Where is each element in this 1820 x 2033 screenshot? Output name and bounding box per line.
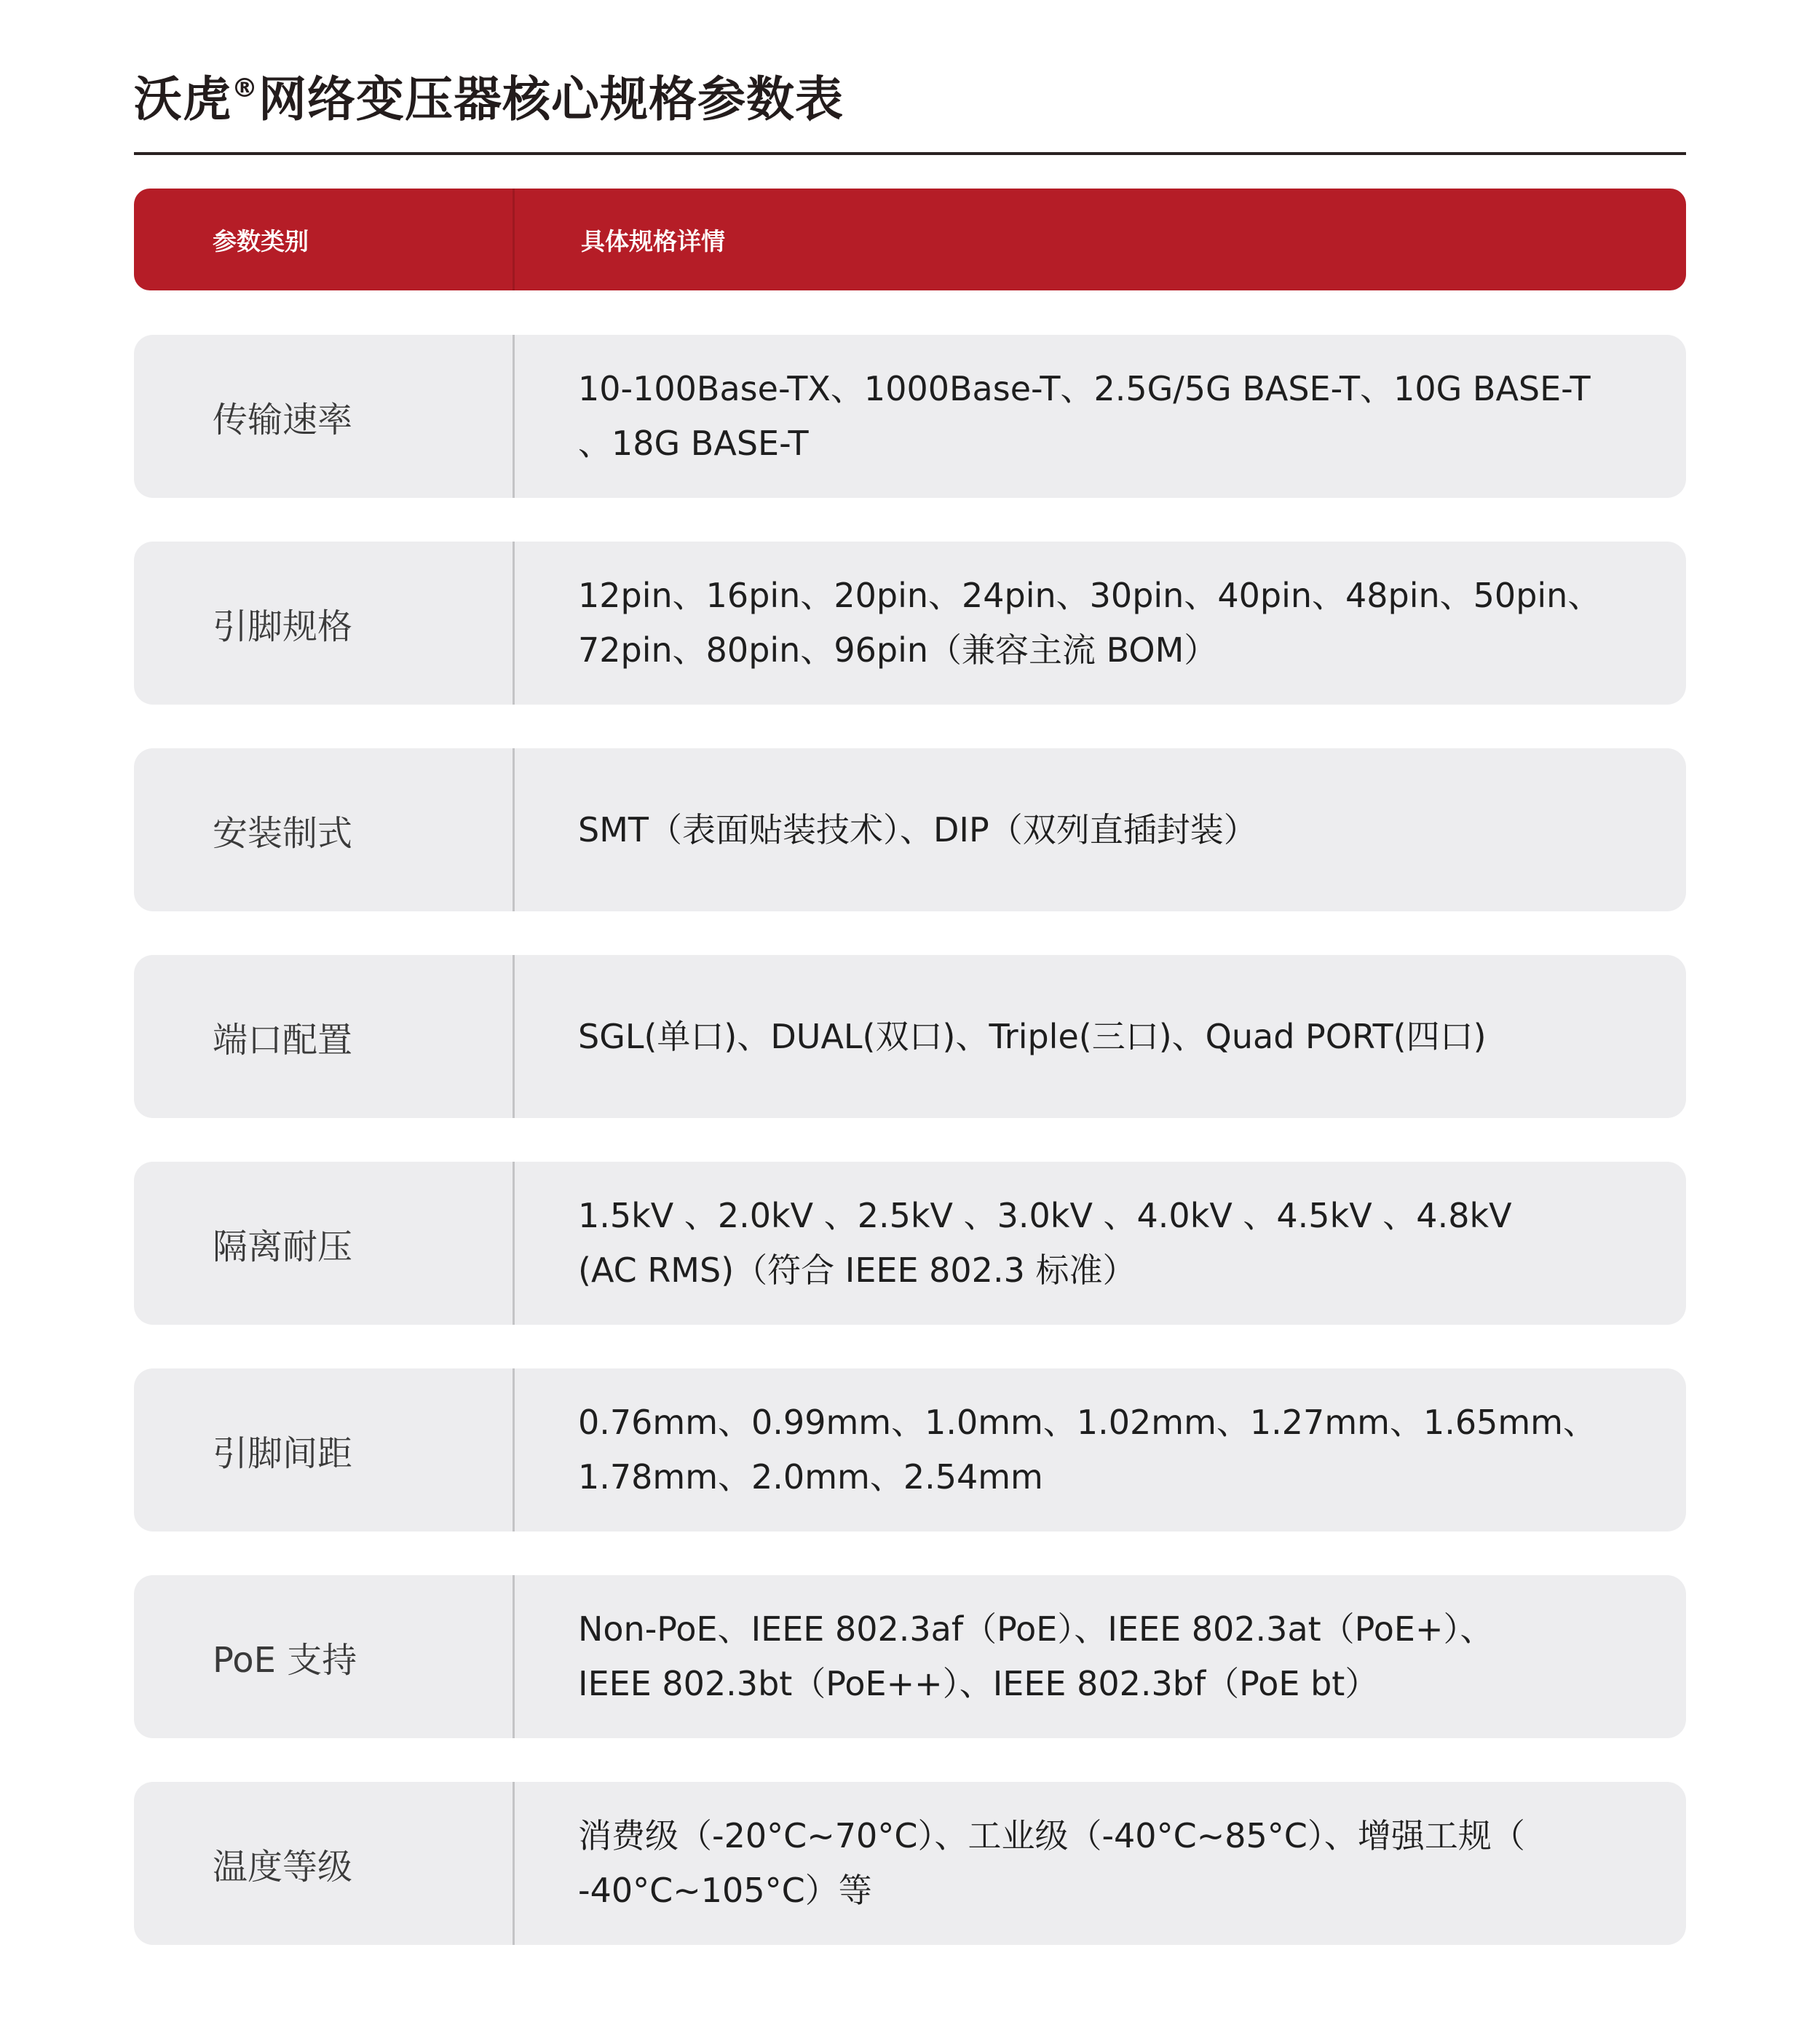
spec-line: IEEE 802.3bt（PoE++）、IEEE 802.3bf（PoE bt） bbox=[578, 1664, 1379, 1703]
spec-cell bbox=[578, 1368, 1670, 1531]
table-row-poe-support bbox=[134, 1575, 1686, 1738]
spec-line: 12pin、16pin、20pin、24pin、30pin、40pin、48pin、50pin、 bbox=[578, 576, 1602, 615]
column-divider bbox=[513, 955, 515, 1118]
registered-mark: ® bbox=[232, 74, 258, 103]
column-divider bbox=[513, 748, 515, 911]
table-row-temperature-grade bbox=[134, 1782, 1686, 1945]
spec-cell bbox=[578, 542, 1670, 705]
title-underline bbox=[134, 152, 1686, 155]
category-cell: PoE 支持 bbox=[213, 1639, 357, 1681]
spec-cell bbox=[578, 1782, 1670, 1945]
category-cell: 隔离耐压 bbox=[213, 1226, 353, 1267]
spec-cell bbox=[578, 1575, 1670, 1738]
table-row-port-config bbox=[134, 955, 1686, 1118]
category-cell: 传输速率 bbox=[213, 399, 353, 440]
category-cell: 安装制式 bbox=[213, 812, 353, 854]
spec-line: SMT（表面贴装技术）、DIP（双列直插封装） bbox=[578, 809, 1257, 849]
spec-line: 10-100Base-TX、1000Base-T、2.5G/5G BASE-T、10G BASE-T bbox=[578, 369, 1591, 408]
table-row-transmission-rate bbox=[134, 335, 1686, 498]
page-title bbox=[134, 71, 844, 127]
category-cell: 温度等级 bbox=[213, 1846, 353, 1887]
table-row-isolation-voltage bbox=[134, 1162, 1686, 1325]
column-divider bbox=[513, 1782, 515, 1945]
category-cell: 引脚规格 bbox=[213, 606, 353, 647]
spec-line: 消费级（-20°C~70°C）、工业级（-40°C~85°C）、增强工规（ bbox=[578, 1816, 1525, 1855]
spec-line: 72pin、80pin、96pin（兼容主流 BOM） bbox=[578, 630, 1218, 670]
column-divider bbox=[513, 335, 515, 498]
column-divider bbox=[513, 1368, 515, 1531]
table-row-mounting-type bbox=[134, 748, 1686, 911]
spec-line: (AC RMS)（符合 IEEE 802.3 标准） bbox=[578, 1251, 1136, 1290]
spec-line: -40°C~105°C）等 bbox=[578, 1871, 872, 1910]
column-divider bbox=[513, 1575, 515, 1738]
header-parameter-category: 参数类别 bbox=[213, 226, 309, 255]
table-row-pin-spec bbox=[134, 542, 1686, 705]
table-row-pin-pitch bbox=[134, 1368, 1686, 1531]
spec-cell bbox=[578, 748, 1670, 911]
spec-line: 1.78mm、2.0mm、2.54mm bbox=[578, 1457, 1043, 1497]
column-divider bbox=[513, 542, 515, 705]
spec-cell bbox=[578, 955, 1670, 1118]
spec-line: Non-PoE、IEEE 802.3af（PoE）、IEEE 802.3at（PoE+）、 bbox=[578, 1609, 1494, 1649]
spec-cell bbox=[578, 1162, 1670, 1325]
spec-cell bbox=[578, 335, 1670, 498]
title-brand: 沃虎 bbox=[134, 71, 232, 127]
spec-line: 1.5kV 、2.0kV 、2.5kV 、3.0kV 、4.0kV 、4.5kV 、4.8kV bbox=[578, 1196, 1512, 1235]
table-header bbox=[134, 189, 1686, 290]
header-specification-details: 具体规格详情 bbox=[581, 226, 725, 255]
spec-line: 、18G BASE-T bbox=[578, 424, 809, 463]
category-cell: 端口配置 bbox=[213, 1019, 353, 1061]
category-cell: 引脚间距 bbox=[213, 1432, 353, 1474]
spec-line: SGL(单口)、DUAL(双口)、Triple(三口)、Quad PORT(四口) bbox=[578, 1016, 1487, 1056]
column-divider bbox=[513, 1162, 515, 1325]
header-divider bbox=[513, 189, 515, 290]
title-text: 网络变压器核心规格参数表 bbox=[258, 71, 844, 127]
spec-line: 0.76mm、0.99mm、1.0mm、1.02mm、1.27mm、1.65mm、 bbox=[578, 1403, 1597, 1442]
